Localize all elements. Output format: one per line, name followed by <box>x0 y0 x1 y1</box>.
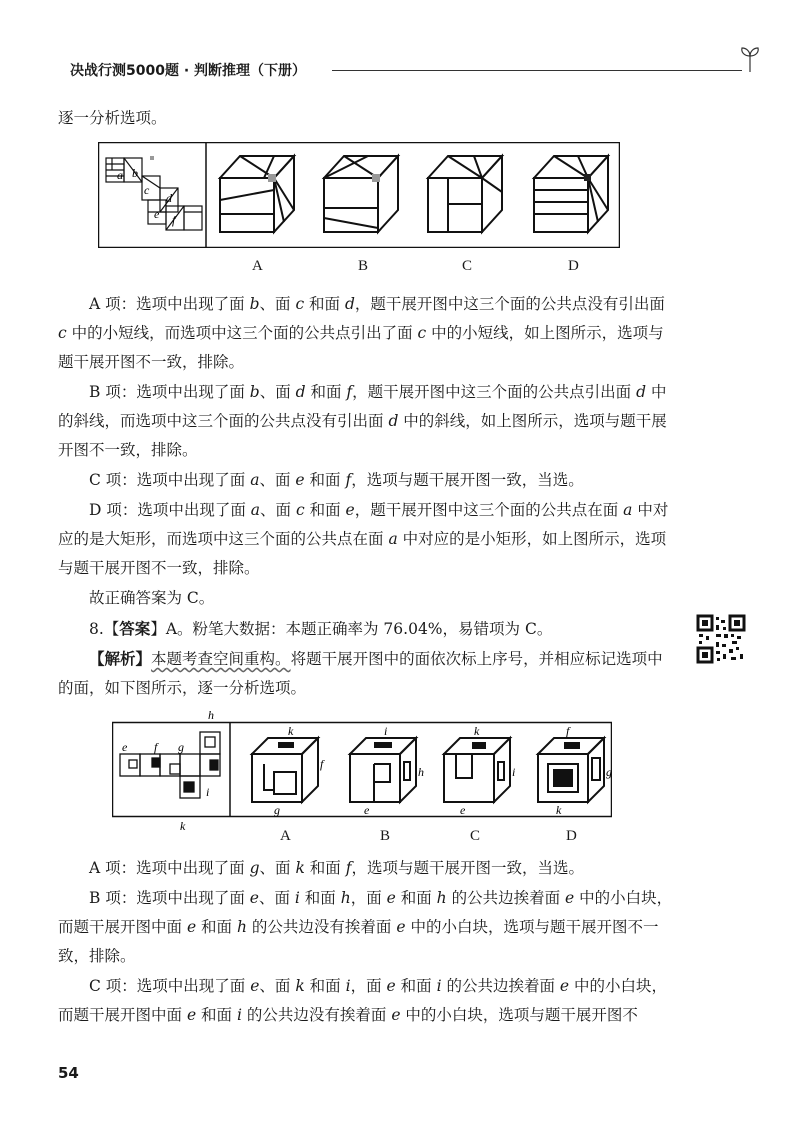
figure-cube-options-1 <box>98 142 620 248</box>
cube2-c-label: i <box>512 765 516 779</box>
cube-option-c <box>428 156 502 232</box>
leaf-icon <box>738 44 762 74</box>
cube2-d-label: f <box>566 724 570 738</box>
net-face-label: c <box>144 183 150 197</box>
page-number: 54 <box>58 1064 79 1082</box>
cube2-option-b <box>350 738 416 802</box>
cube2-b-label: e <box>364 803 370 817</box>
figure1-label-c: C <box>462 258 473 274</box>
net2-face-label: g <box>178 740 184 754</box>
cube2-a-label: g <box>274 803 280 817</box>
net2-face-label: h <box>208 708 214 722</box>
q8-option-b: B 项：选项中出现了面 e、面 i 和面 h，面 e 和面 h 的公共边挨着面 e 中的小白块，而题干展开图中面 e 和面 h 的公共边没有挨着面 e 中的小白块，选项与题干展开图不一致，排除。 <box>58 889 673 965</box>
figure2-label-a: A <box>280 828 291 844</box>
cube2-option-a <box>252 738 318 802</box>
cube2-d-label: g <box>606 765 612 779</box>
cube2-c-label: e <box>460 803 466 817</box>
cube-net-2 <box>120 732 220 798</box>
figure1-label-b: B <box>358 258 369 274</box>
net-face-label: b <box>132 166 138 180</box>
cube2-a-label: f <box>320 757 324 771</box>
q8-option-a: A 项：选项中出现了面 g、面 k 和面 f，选项与题干展开图一致，当选。 <box>89 859 584 877</box>
net-face-label: a <box>117 168 123 182</box>
net2-face-label: k <box>180 819 186 833</box>
net-face-label: d <box>166 191 172 205</box>
cube2-c-label: k <box>474 724 480 738</box>
cube2-b-label: i <box>384 724 388 738</box>
cube2-option-c <box>444 738 510 802</box>
cube-option-b <box>324 156 398 232</box>
q7-option-a: A 项：选项中出现了面 b、面 c 和面 d，题干展开图中这三个面的公共点没有引出面 c 中的小短线，而选项中这三个面的公共点引出了面 c 中的小短线，如上图所示，选项与题干展开图不一致，排除。 <box>58 295 665 371</box>
qr-code-icon <box>696 614 746 664</box>
net-face-label: f <box>172 213 176 227</box>
cube2-option-d <box>538 738 604 802</box>
q8-answer: 8.【答案】A。粉笔大数据：本题正确率为 76.04%，易错项为 C。 <box>89 619 553 638</box>
cube-option-d <box>534 156 608 232</box>
running-header <box>70 58 750 84</box>
figure1-label-a: A <box>252 258 263 274</box>
net2-face-label: i <box>206 785 210 799</box>
figure2-label-d: D <box>566 828 577 844</box>
net2-face-label: f <box>154 740 158 754</box>
figure1-label-d: D <box>568 258 579 274</box>
net2-face-label: e <box>122 740 128 754</box>
book-title: 决战行测5000题 · 判断推理（下册） <box>70 63 307 79</box>
intro-text: 逐一分析选项。 <box>58 109 167 127</box>
figure2-label-c: C <box>470 828 481 844</box>
cube2-b-label: h <box>418 765 424 779</box>
q7-option-d: D 项：选项中出现了面 a、面 c 和面 e，题干展开图中这三个面的公共点在面 a 中对应的是大矩形，而选项中这三个面的公共点在面 a 中对应的是小矩形，如上图所示，选项与题干展开图不一致，排除。 <box>58 501 669 577</box>
header-rule <box>332 70 742 71</box>
q8-analysis: 【解析】本题考查空间重构。将题干展开图中的面依次标上序号，并相应标记选项中的面，如下图所示，逐一分析选项。 <box>58 649 663 697</box>
q7-conclusion: 故正确答案为 C。 <box>89 589 215 607</box>
cube-option-a <box>220 156 294 232</box>
q7-option-c: C 项：选项中出现了面 a、面 e 和面 f，选项与题干展开图一致，当选。 <box>89 471 584 489</box>
figure2-label-b: B <box>380 828 391 844</box>
q8-option-c: C 项：选项中出现了面 e、面 k 和面 i，面 e 和面 i 的公共边挨着面 e 中的小白块，而题干展开图中面 e 和面 i 的公共边没有挨着面 e 中的小白块，选项与题干展开图不 <box>58 977 668 1024</box>
cube2-a-label: k <box>288 724 294 738</box>
figure-cube-options-2 <box>112 702 612 836</box>
q7-option-b: B 项：选项中出现了面 b、面 d 和面 f，题干展开图中这三个面的公共点引出面 d 中的斜线，而选项中这三个面的公共点没有引出面 d 中的斜线，如上图所示，选项与题干展开图不一致，排除。 <box>58 383 667 459</box>
net-face-label: e <box>154 207 160 221</box>
cube2-d-label: k <box>556 803 562 817</box>
